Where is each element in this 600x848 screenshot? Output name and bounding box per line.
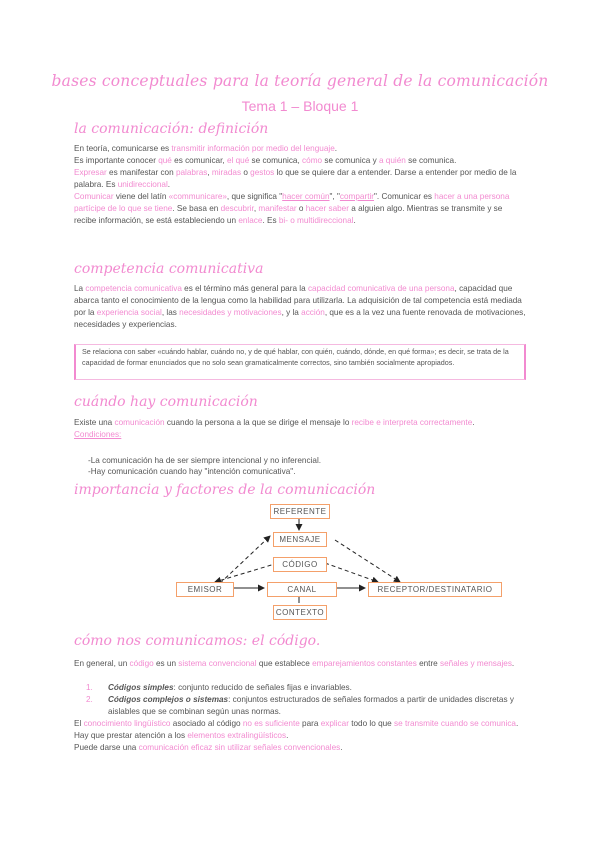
highlighted-text: miradas <box>211 168 242 177</box>
text-segment: se comunica. <box>405 156 457 165</box>
text-segment: ha de ser siempre <box>152 456 223 465</box>
arrow <box>325 563 378 582</box>
text-segment: ", " <box>329 192 340 201</box>
list-item <box>86 694 526 718</box>
text-segment: Existe una <box>74 418 115 427</box>
document-subtitle: Tema 1 – Bloque 1 <box>241 98 359 114</box>
text-segment: o <box>296 204 306 213</box>
text-segment: se comunica, <box>249 156 303 165</box>
text-segment: En general, un <box>74 659 130 668</box>
highlighted-text: a quién <box>378 156 406 165</box>
text-line <box>74 658 526 670</box>
text-segment: viene del latín <box>113 192 169 201</box>
highlighted-text: hacer común <box>282 192 330 201</box>
diagram-node-emisor: EMISOR <box>176 582 234 597</box>
text-segment: . <box>318 456 322 465</box>
arrow <box>215 536 270 588</box>
highlighted-text: palabras <box>175 168 208 177</box>
highlighted-text: «communicare» <box>168 192 227 201</box>
highlighted-text: Comunicar <box>74 192 114 201</box>
diagram-node-canal: CANAL <box>267 582 337 597</box>
highlighted-text: comunicación <box>102 456 153 465</box>
text-segment: es el término más general para la <box>181 284 308 293</box>
highlighted-text: acción <box>301 308 325 317</box>
list-text: : conjunto reducido de señales fijas e invariables. <box>173 683 352 692</box>
text-segment: El <box>74 719 84 728</box>
text-segment: . <box>515 719 519 728</box>
section-heading-factores: importancia y factores de la comunicación <box>74 482 376 498</box>
text-segment: es un <box>153 659 179 668</box>
highlighted-text: sistema convencional <box>178 659 257 668</box>
text-segment: cuando la persona a la que se dirige el mensaje lo <box>164 418 352 427</box>
highlighted-text: recibe e interpreta correctamente <box>351 418 473 427</box>
section-heading-definicion: la comunicación: definición <box>74 121 269 137</box>
text-line <box>74 718 526 730</box>
highlighted-text: unidireccional <box>117 180 168 189</box>
text-segment: para <box>299 719 321 728</box>
highlighted-text: experiencia social <box>96 308 162 317</box>
text-segment: Es importante conocer <box>74 156 159 165</box>
text-segment: todo lo que <box>348 719 395 728</box>
list-item <box>86 682 526 694</box>
text-segment: Hay que prestar atención a los <box>74 731 188 740</box>
highlighted-text: intencional y no inferencial <box>222 456 319 465</box>
highlighted-text: compartir <box>339 192 375 201</box>
text-segment: es manifestar con <box>106 168 176 177</box>
highlighted-text: conocimiento lingüístico <box>83 719 171 728</box>
text-segment: . <box>340 743 343 752</box>
text-segment: . <box>353 216 356 225</box>
section-heading-cuando: cuándo hay comunicación <box>74 394 258 410</box>
highlighted-text: capacidad comunicativa de una persona <box>307 284 455 293</box>
highlighted-text: qué <box>158 156 172 165</box>
quote-text: Se relaciona con saber «cuándo hablar, cuándo no, y de qué hablar, con quién, cuándo, dónde, en qué forma»; es decir, se trata de la capacidad de formar enunciados que no solo sean gramaticalmente correctos, sino también socialmente apropiados. <box>82 347 509 367</box>
text-segment: ". Comunicar es <box>374 192 435 201</box>
highlighted-text: transmitir información por medio del lenguaje <box>171 144 335 153</box>
section-heading-codigo: cómo nos comunicamos: el código. <box>74 633 321 649</box>
highlighted-text: elementos extralingüísticos <box>187 731 287 740</box>
text-segment: , las <box>161 308 180 317</box>
highlighted-text: hacer a una persona partícipe de lo que se tiene <box>74 192 510 213</box>
text-segment: La <box>90 456 103 465</box>
highlighted-text: descubrir <box>220 204 254 213</box>
highlighted-text: comunicación eficaz sin utilizar señales convencionales <box>138 743 341 752</box>
text-segment: Puede darse una <box>74 743 139 752</box>
text-segment: o <box>241 168 251 177</box>
diagram-node-referente: REFERENTE <box>270 504 330 519</box>
text-segment: . Es <box>262 216 279 225</box>
highlighted-text: gestos <box>250 168 275 177</box>
text-segment: . <box>286 731 289 740</box>
text-segment: , que es a la vez una fuente renovada de motivaciones, necesidades y experiencias. <box>74 308 526 329</box>
text-segment: lo que se quiere dar a entender. Darse a entender por medio de la palabra. Es <box>74 168 517 189</box>
document-title: bases conceptuales para la teoría general de la comunicación <box>51 72 549 90</box>
text-segment: cuando hay " <box>157 467 208 476</box>
highlighted-text: competencia comunicativa <box>85 284 182 293</box>
text-segment: , capacidad que abarca tanto el conocimiento de la lengua como la habilidad para utilizarla. La adquisición de tal competencia está mediada por la <box>74 284 522 317</box>
text-segment: Hay <box>90 467 108 476</box>
highlighted-text: enlace <box>238 216 263 225</box>
text-line <box>74 742 526 754</box>
list-number: 2. <box>86 695 93 704</box>
text-segment: , que significa " <box>226 192 283 201</box>
text-segment: . <box>511 659 515 668</box>
text-segment: En teoría, comunicarse es <box>74 144 172 153</box>
paragraph <box>74 658 526 670</box>
text-segment: . Se basa en <box>172 204 221 213</box>
highlighted-text: emparejamientos constantes <box>312 659 417 668</box>
text-segment: - <box>88 456 91 465</box>
text-segment: , y la <box>281 308 302 317</box>
text-segment: es comunicar, <box>171 156 227 165</box>
highlighted-text: hacer saber <box>305 204 349 213</box>
diagram-node-codigo: CÓDIGO <box>273 557 327 572</box>
text-segment: entre <box>416 659 441 668</box>
arrow <box>335 540 400 582</box>
arrow <box>215 563 278 582</box>
highlighted-text: comunicación <box>114 418 165 427</box>
highlighted-text: necesidades y motivaciones <box>179 308 282 317</box>
text-line <box>74 730 526 742</box>
highlighted-text: explicar <box>320 719 349 728</box>
text-segment: , <box>253 204 259 213</box>
highlighted-text: no es suficiente <box>242 719 300 728</box>
diagram-node-receptor: RECEPTOR/DESTINATARIO <box>368 582 502 597</box>
text-segment: - <box>88 467 91 476</box>
text-segment: . <box>472 418 475 427</box>
text-segment: ". <box>290 467 296 476</box>
conditions-label: Condiciones: <box>74 430 122 439</box>
highlighted-text: manifestar <box>258 204 297 213</box>
paragraph <box>74 718 526 754</box>
list-term: Códigos complejos o sistemas <box>108 695 229 704</box>
text-segment: . <box>167 180 171 189</box>
text-segment: asociado al código <box>170 719 243 728</box>
list-number: 1. <box>86 683 93 692</box>
text-segment: que establece <box>256 659 313 668</box>
list-text: : conjuntos estructurados de señales formados a partir de unidades discretas y aislables que se combinan según unas normas. <box>108 695 514 716</box>
section-heading-competencia: competencia comunicativa <box>74 261 264 277</box>
diagram-node-contexto: CONTEXTO <box>273 605 327 620</box>
highlighted-text: se transmite cuando se comunica <box>394 719 516 728</box>
highlighted-text: comunicación <box>107 467 158 476</box>
highlighted-text: el qué <box>226 156 250 165</box>
code-types-list <box>86 682 526 718</box>
list-term: Códigos simples <box>108 683 174 692</box>
text-segment: se comunica y <box>322 156 379 165</box>
highlighted-text: Expresar <box>74 168 107 177</box>
text-segment: . <box>334 144 338 153</box>
highlighted-text: bi- o multidireccional <box>278 216 354 225</box>
text-segment: a alguien algo. Mientras se transmite y se recibe información, se está estableciendo un <box>74 204 503 225</box>
highlighted-text: intención comunicativa <box>207 467 291 476</box>
diagram-node-mensaje: MENSAJE <box>273 532 327 547</box>
highlighted-text: cómo <box>302 156 323 165</box>
text-segment: , <box>207 168 212 177</box>
text-segment: La <box>74 284 86 293</box>
highlighted-text: código <box>129 659 154 668</box>
highlighted-text: señales y mensajes <box>440 659 512 668</box>
